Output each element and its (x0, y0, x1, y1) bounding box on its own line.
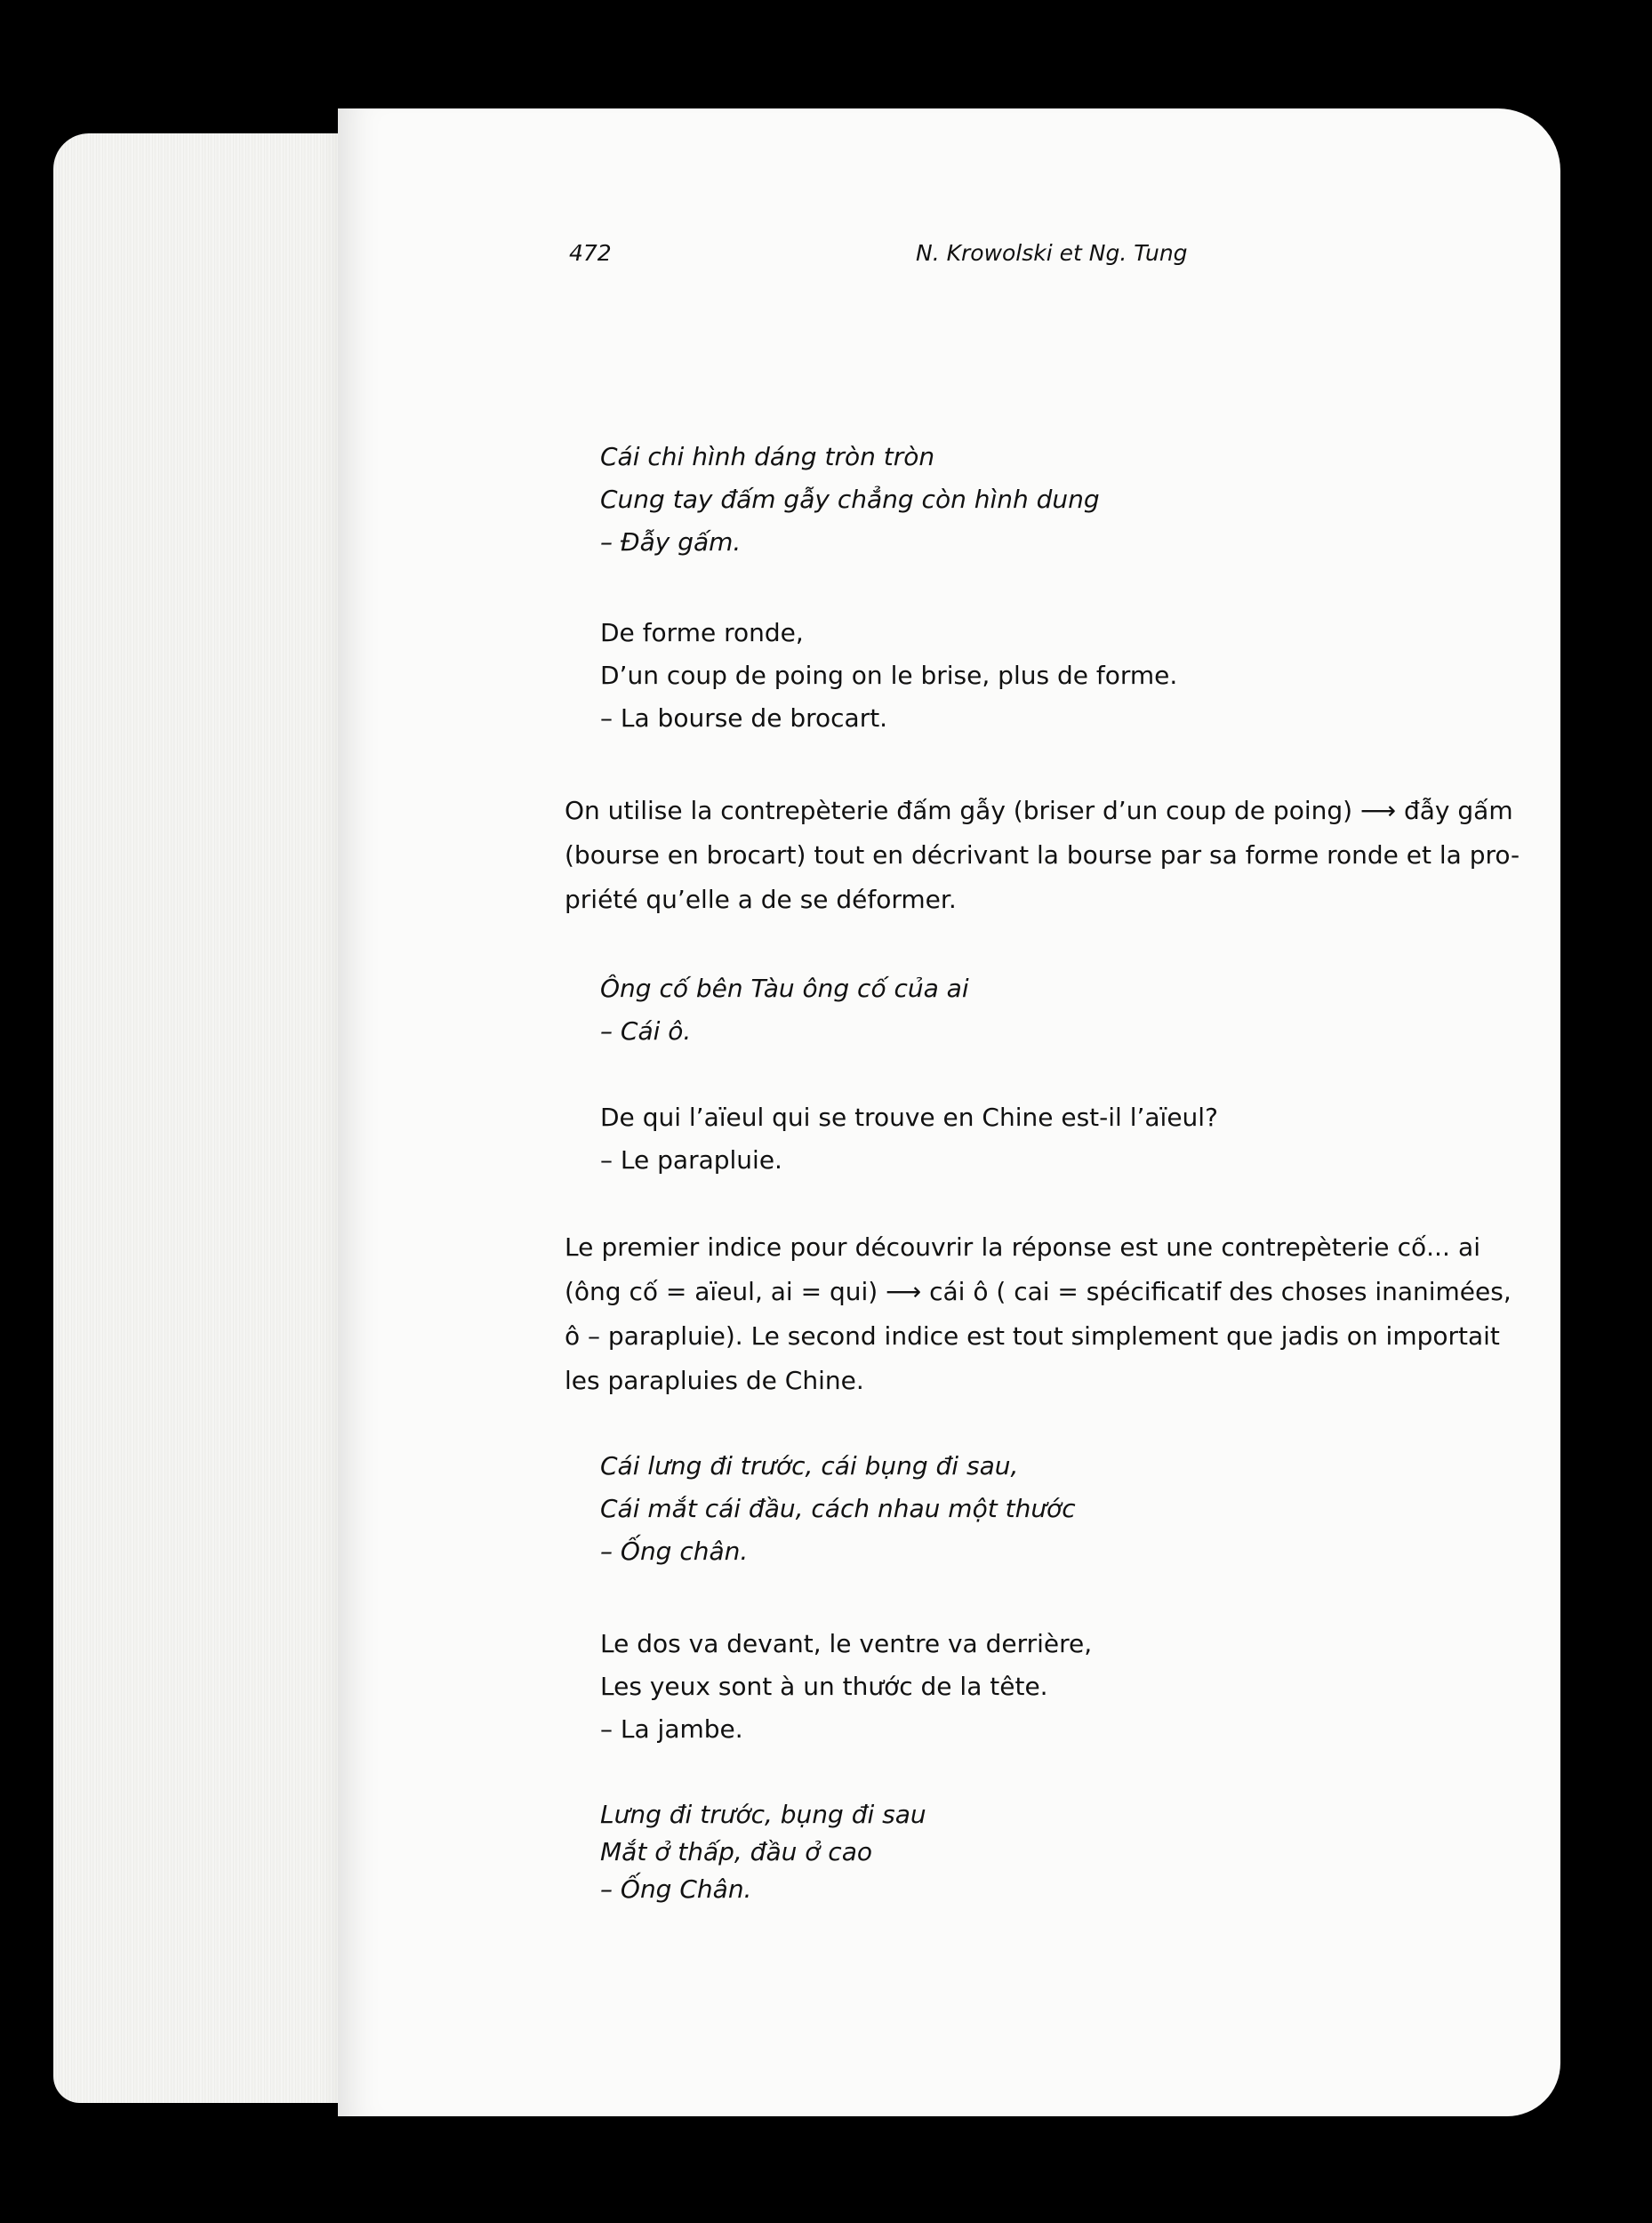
verse-line: – La bourse de brocart. (600, 703, 888, 733)
verse-line: De qui l’aïeul qui se trouve en Chine est-il l’aïeul? (600, 1103, 1218, 1132)
verse-riddle1-french (600, 612, 1177, 740)
verse-riddle1-vietnamese (600, 436, 1100, 564)
verse-line: Lưng đi trước, bụng đi sau (600, 1800, 926, 1829)
paragraph-line: (ông cố = aïeul, ai = qui) ⟶ cái ô ( cai = spécificatif des choses inanimées, (565, 1277, 1512, 1306)
verse-line: De forme ronde, (600, 618, 804, 647)
verse-line: – La jambe. (600, 1714, 743, 1744)
verse-line: Cái lưng đi trước, cái bụng đi sau, (600, 1451, 1019, 1481)
paragraph-line: priété qu’elle a de se déformer. (565, 885, 957, 914)
verse-line: Cái mắt cái đầu, cách nhau một thước (600, 1494, 1076, 1523)
page-number: 472 (569, 240, 612, 266)
book-page-stack (53, 133, 373, 2103)
verse-riddle3-vietnamese (600, 1445, 1076, 1573)
verse-line: – Cái ô. (600, 1016, 692, 1046)
paragraph-explanation-2 (565, 1225, 1512, 1403)
paragraph-explanation-1 (565, 789, 1520, 922)
verse-line: D’un coup de poing on le brise, plus de forme. (600, 661, 1178, 690)
paragraph-line: (bourse en brocart) tout en décrivant la bourse par sa forme ronde et la pro- (565, 840, 1520, 870)
verse-line: – Ống chân. (600, 1537, 749, 1566)
verse-riddle3-french (600, 1623, 1092, 1751)
verse-line: Cung tay đấm gẫy chẳng còn hình dung (600, 485, 1100, 514)
verse-line: – Ống Chân. (600, 1874, 752, 1904)
verse-line: – Đẫy gấm. (600, 527, 742, 557)
paragraph-line: ô – parapluie). Le second indice est tout simplement que jadis on importait (565, 1321, 1500, 1351)
verse-riddle2-vietnamese (600, 967, 969, 1053)
verse-riddle4-vietnamese (600, 1796, 926, 1908)
paragraph-line: Le premier indice pour découvrir la réponse est une contrepèterie cố... ai (565, 1232, 1480, 1262)
verse-line: Les yeux sont à un thước de la tête. (600, 1672, 1048, 1701)
verse-line: Cái chi hình dáng tròn tròn (600, 442, 935, 471)
verse-line: Le dos va devant, le ventre va derrière, (600, 1629, 1093, 1658)
verse-line: Mắt ở thấp, đầu ở cao (600, 1837, 872, 1866)
verse-line: Ông cố bên Tàu ông cố của ai (600, 974, 969, 1003)
verse-riddle2-french (600, 1096, 1218, 1182)
running-head: N. Krowolski et Ng. Tung (916, 240, 1188, 266)
paragraph-line: les parapluies de Chine. (565, 1366, 864, 1395)
paragraph-line: On utilise la contrepèterie đấm gẫy (briser d’un coup de poing) ⟶ đẫy gấm (565, 796, 1513, 825)
verse-line: – Le parapluie. (600, 1145, 782, 1175)
